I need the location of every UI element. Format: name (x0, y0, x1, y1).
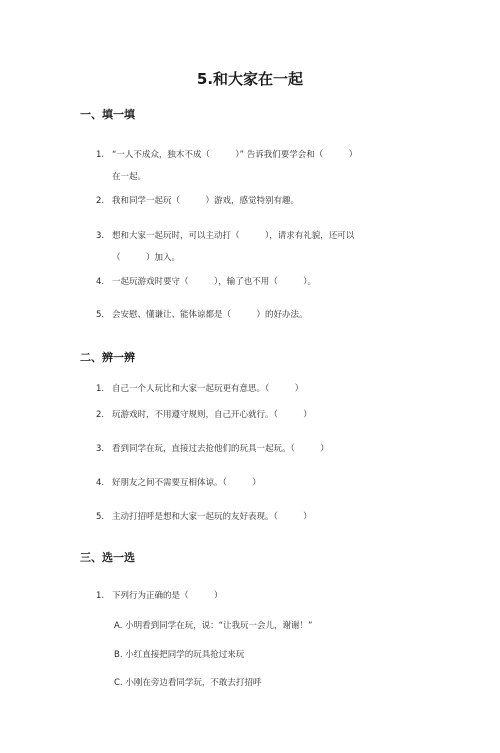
question-text: 我和同学一起玩（ ）游戏，感觉特别有趣。 (112, 196, 300, 206)
option-c: C. 小刚在旁边看同学玩，不敢去打招呼 (114, 678, 262, 688)
question-text: 想和大家一起玩时，可以主动打（ ），请求有礼貌，还可以 (112, 231, 355, 241)
question-number: 4. (96, 478, 105, 488)
question-item (96, 225, 426, 269)
question-item (96, 585, 426, 607)
question-item (96, 144, 426, 188)
question-text: 下列行为正确的是（ ） (112, 591, 223, 601)
question-number: 1. (96, 591, 105, 601)
question-number: 1. (96, 384, 105, 394)
question-number: 4. (96, 277, 105, 287)
question-number: 5. (96, 310, 105, 320)
question-text: 主动打招呼是想和大家一起玩的友好表现。（ ） (112, 512, 312, 522)
question-text-continued: 在一起。 (112, 172, 147, 182)
question-item (96, 378, 426, 400)
section-heading-fill: 一、填一填 (80, 108, 135, 121)
question-item (96, 304, 426, 326)
question-number: 1. (96, 150, 105, 160)
option-b: B. 小红直接把同学的玩具抢过来玩 (114, 650, 245, 660)
question-number: 2. (96, 410, 105, 420)
question-item (96, 404, 426, 426)
section-heading-judge: 二、辨一辨 (80, 351, 135, 364)
question-item (96, 472, 426, 494)
question-item (96, 506, 426, 528)
question-text: 自己一个人玩比和大家一起玩更有意思。（ ） (112, 384, 304, 394)
question-text: 好朋友之间不需要互相体谅。（ ） (112, 478, 261, 488)
question-item (96, 438, 426, 460)
question-item (96, 190, 426, 212)
question-text: “一人不成众，独木不成（ ）” 告诉我们要学会和（ ） (112, 150, 358, 160)
question-item (96, 271, 426, 293)
page-title: 5.和大家在一起 (196, 70, 304, 88)
option-a: A. 小明看到同学在玩，说：“让我玩一会儿，谢谢！” (114, 621, 313, 631)
question-number: 3. (96, 231, 105, 241)
question-text: 会安慰、懂谦让、能体谅都是（ ）的好办法。 (112, 310, 308, 320)
question-text-continued: （ ）加入。 (112, 253, 181, 263)
question-text: 玩游戏时，不用遵守规则，自己开心就行。（ ） (112, 410, 312, 420)
question-number: 5. (96, 512, 105, 522)
question-text: 看到同学在玩，直接过去抢他们的玩具一起玩。（ ） (112, 444, 329, 454)
question-number: 3. (96, 444, 105, 454)
section-heading-choose: 三、选一选 (80, 551, 135, 564)
question-text: 一起玩游戏时要守（ ），输了也不用（ ）。 (112, 277, 317, 287)
question-number: 2. (96, 196, 105, 206)
